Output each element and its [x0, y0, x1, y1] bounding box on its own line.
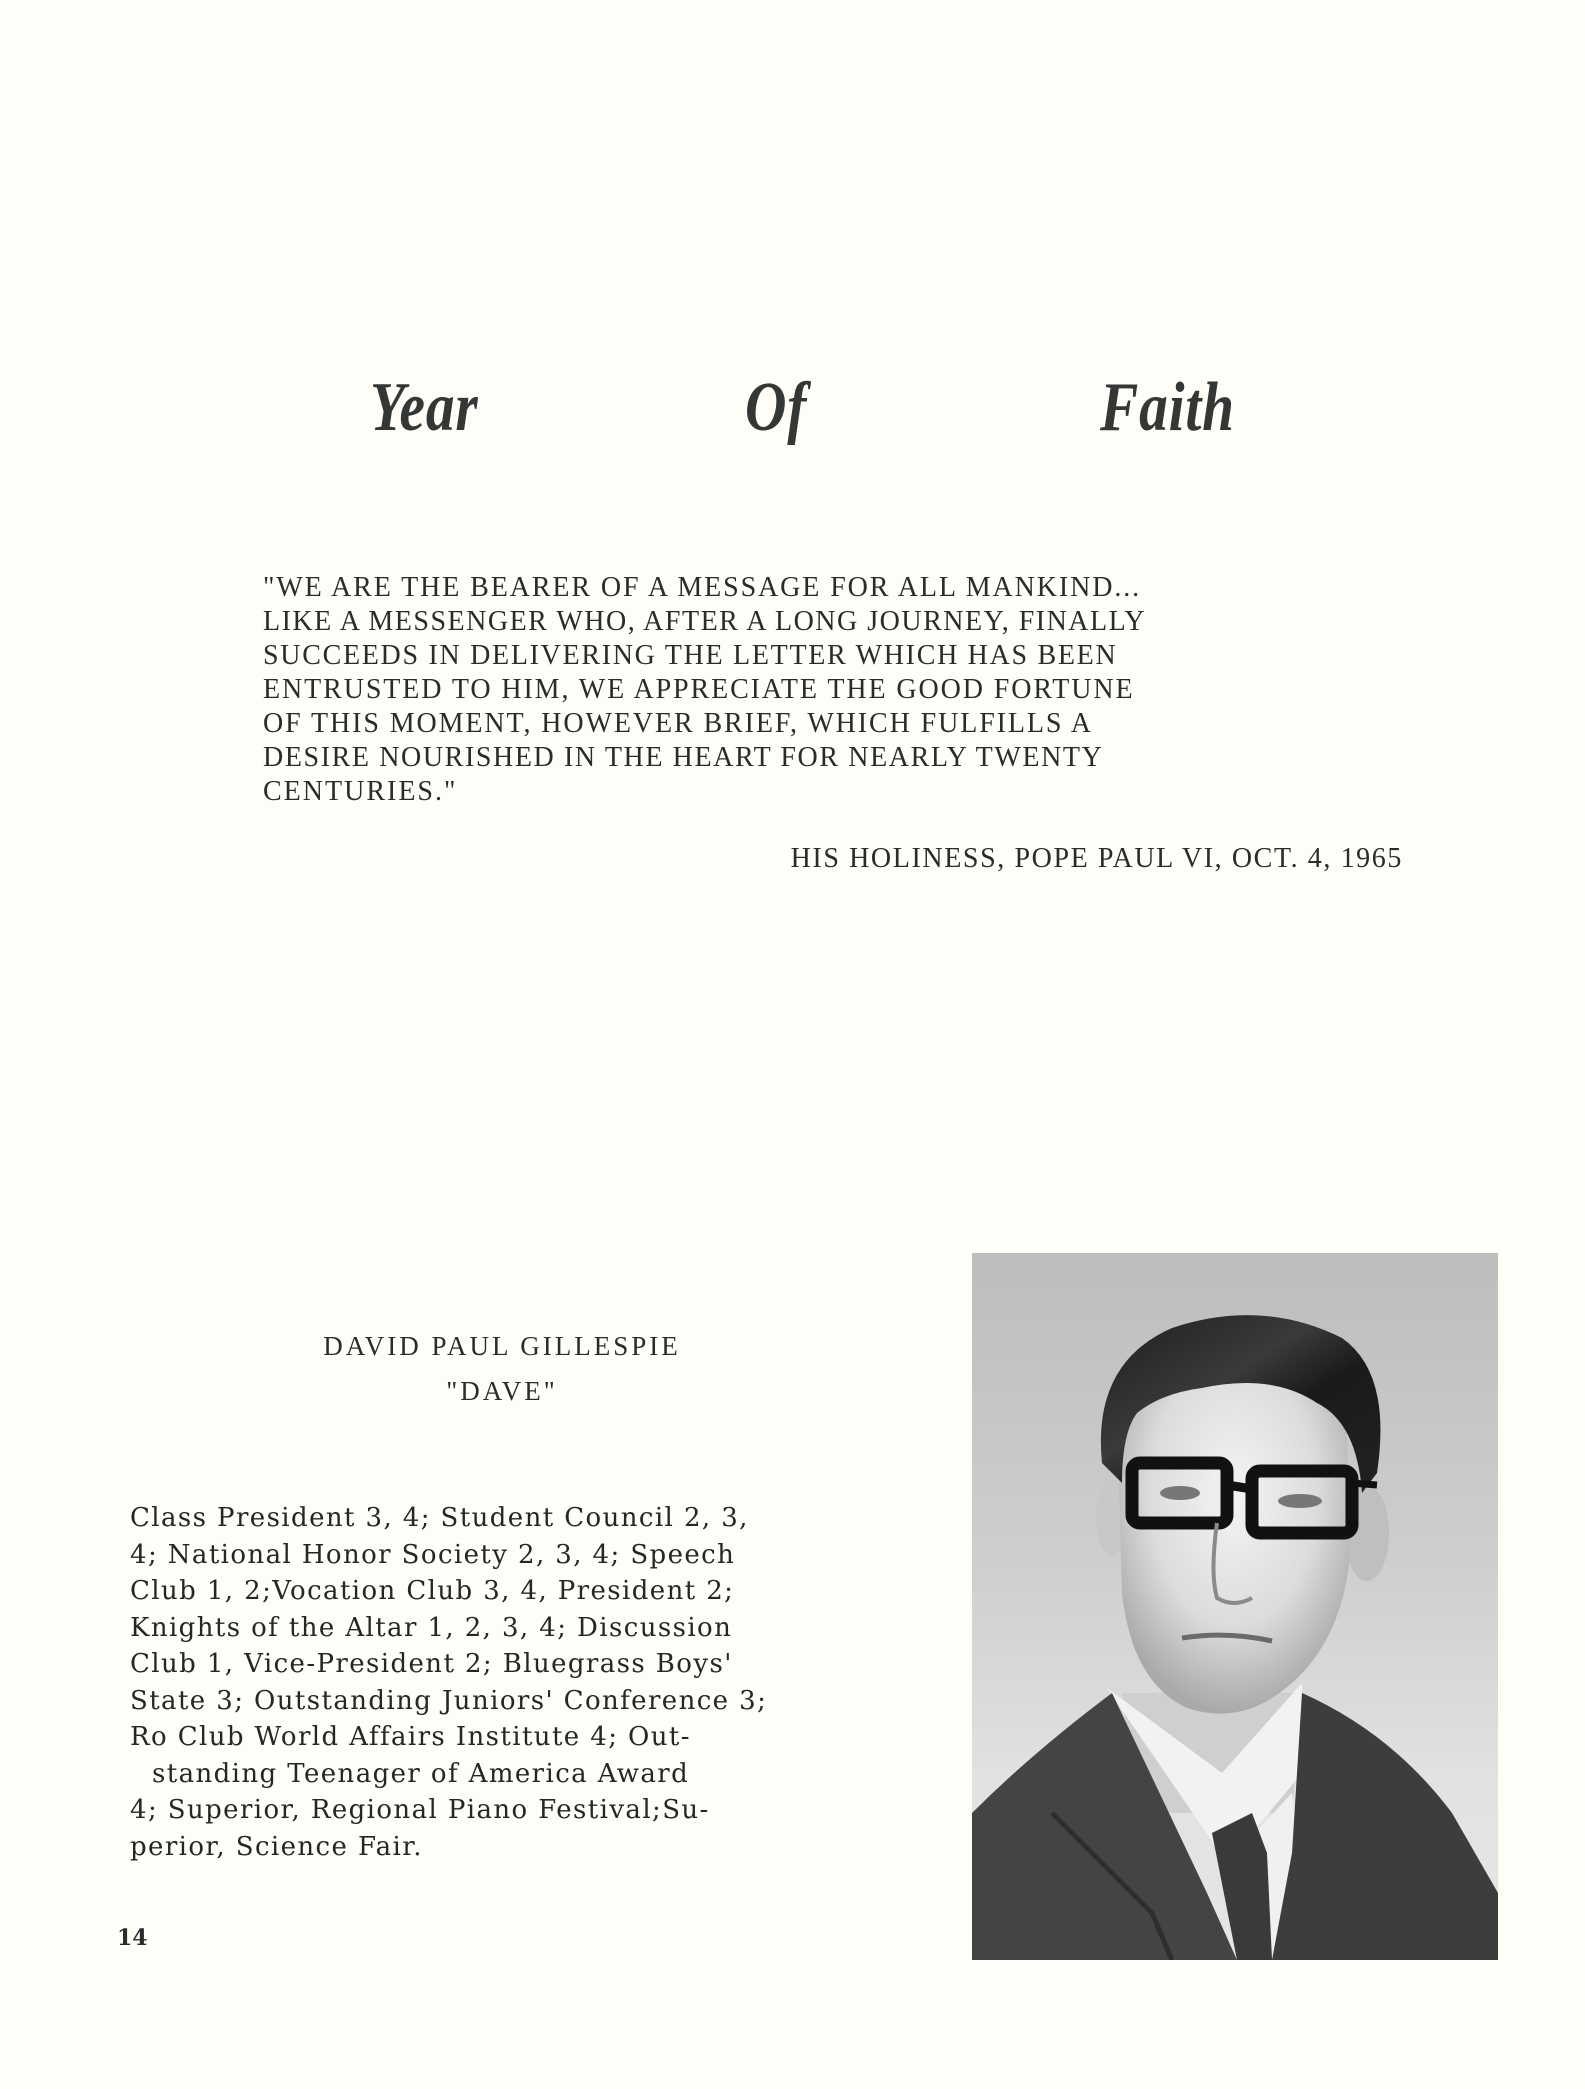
bio-line: standing Teenager of America Award — [152, 1758, 690, 1789]
bio-line: 4; National Honor Society 2, 3, 4; Speech — [130, 1539, 736, 1570]
quote-line: DESIRE NOURISHED IN THE HEART FOR NEARLY TWENTY — [263, 742, 1104, 773]
title-word-year: Year — [370, 369, 479, 446]
title-word-faith: Faith — [1100, 369, 1235, 446]
quote-line: SUCCEEDS IN DELIVERING THE LETTER WHICH HAS BEEN — [263, 640, 1118, 671]
photo-eye-right — [1278, 1494, 1322, 1508]
bio-line: State 3; Outstanding Juniors' Conference 3; — [130, 1685, 768, 1716]
photo-eye-left — [1160, 1486, 1200, 1500]
page-number: 14 — [117, 1925, 148, 1951]
title-word-of: Of — [745, 369, 808, 446]
bio-line: Knights of the Altar 1, 2, 3, 4; Discussion — [130, 1612, 733, 1643]
bio-line: 4; Superior, Regional Piano Festival;Su- — [130, 1795, 710, 1825]
portrait-photo — [972, 1253, 1498, 1960]
quote-line: CENTURIES." — [263, 776, 458, 807]
bio-line: Class President 3, 4; Student Council 2, 3, — [130, 1503, 749, 1533]
quote-line: "WE ARE THE BEARER OF A MESSAGE FOR ALL MANKIND... — [263, 572, 1142, 603]
quote-line: OF THIS MOMENT, HOWEVER BRIEF, WHICH FULFILLS A — [263, 708, 1093, 739]
quote-attribution: HIS HOLINESS, POPE PAUL VI, OCT. 4, 1965 — [790, 843, 1403, 874]
photo-glasses-bridge — [1227, 1485, 1252, 1489]
senior-nickname: "DAVE" — [446, 1376, 558, 1406]
bio-line: perior, Science Fair. — [130, 1831, 423, 1862]
senior-activities — [130, 1500, 870, 1865]
papal-quote — [263, 571, 1423, 809]
portrait-photo-icon — [972, 1253, 1498, 1960]
bio-line: Ro Club World Affairs Institute 4; Out- — [130, 1722, 691, 1752]
bio-line: Club 1, 2;Vocation Club 3, 4, President 2; — [130, 1576, 735, 1606]
quote-line: LIKE A MESSENGER WHO, AFTER A LONG JOURNEY, FINALLY — [263, 606, 1147, 637]
quote-line: ENTRUSTED TO HIM, WE APPRECIATE THE GOOD FORTUNE — [263, 674, 1135, 705]
senior-name: DAVID PAUL GILLESPIE — [323, 1331, 681, 1361]
bio-line: Club 1, Vice-President 2; Bluegrass Boys' — [130, 1649, 733, 1679]
